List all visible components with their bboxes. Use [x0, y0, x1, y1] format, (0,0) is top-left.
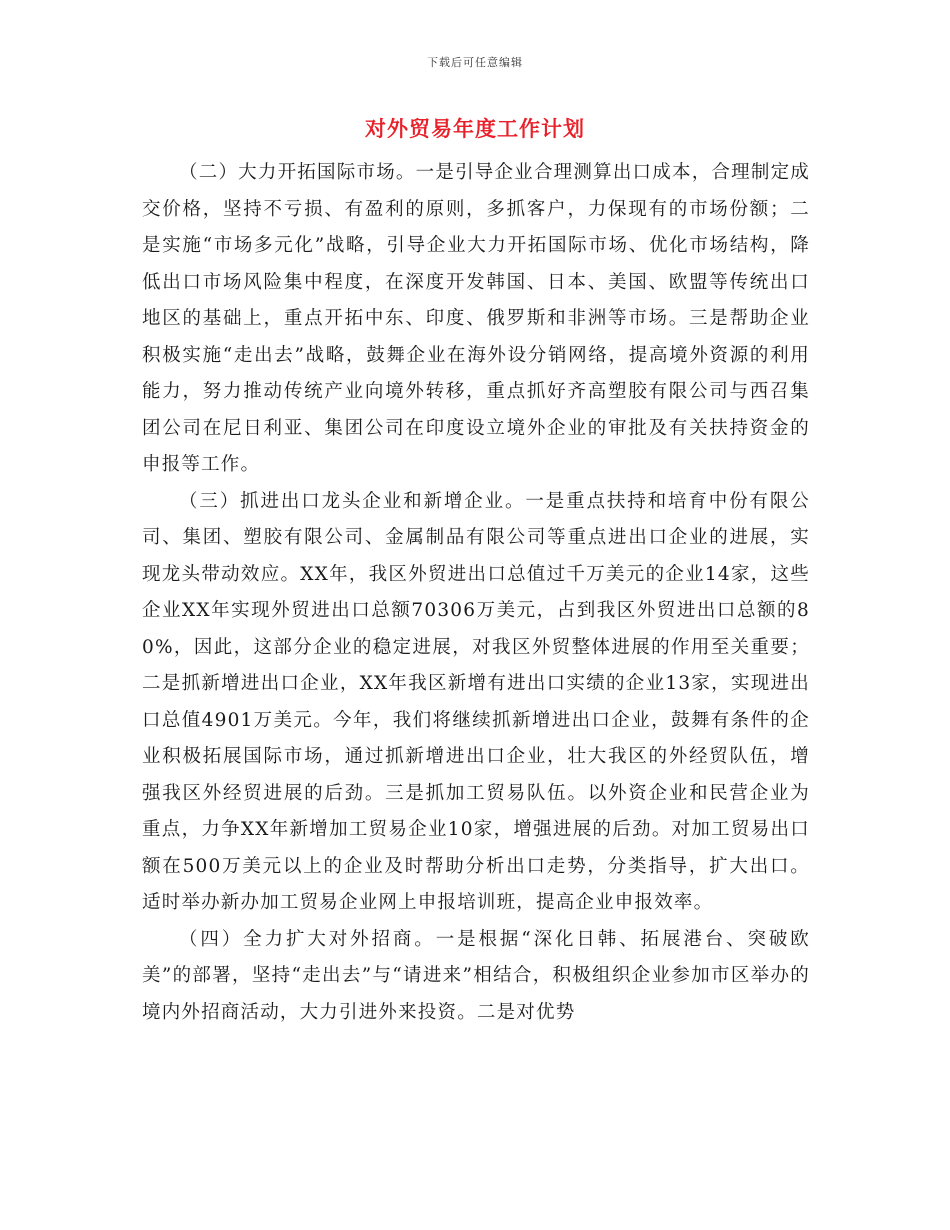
paragraph-leading-enterprises: （三）抓进出口龙头企业和新增企业。一是重点扶持和培育中份有限公司、集团、塑胶有限公司、金属制品有限公司等重点进出口企业的进展，实现龙头带动效应。XX年，我区外贸进出口总值过千万美元的企业14家，这些企业XX年实现外贸进出口总额70306万美元，占到我区外贸进出口总额的80%，因此，这部分企业的稳定进展，对我区外贸整体进展的作用至关重要；二是抓新增进出口企业，XX年我区新增有进出口实绩的企业13家，实现进出口总值4901万美元。今年，我们将继续抓新增进出口企业，鼓舞有条件的企业积极拓展国际市场，通过抓新增进出口企业，壮大我区的外经贸队伍，增强我区外经贸进展的后劲。三是抓加工贸易队伍。以外资企业和民营企业为重点，力争XX年新增加工贸易企业10家，增强进展的后劲。对加工贸易出口额在500万美元以上的企业及时帮助分析出口走势，分类指导，扩大出口。适时举办新办加工贸易企业网上申报培训班，提高企业申报效率。 [142, 490, 810, 913]
header-note: 下载后可任意编辑 [427, 56, 523, 69]
paragraph-expand-market: （二）大力开拓国际市场。一是引导企业合理测算出口成本，合理制定成交价格，坚持不亏损、有盈利的原则，多抓客户，力保现有的市场份额；二是实施“市场多元化”战略，引导企业大力开拓国际市场、优化市场结构，降低出口市场风险集中程度，在深度开发韩国、日本、美国、欧盟等传统出口地区的基础上，重点开拓中东、印度、俄罗斯和非洲等市场。三是帮助企业积极实施“走出去”战略，鼓舞企业在海外设分销网络，提高境外资源的利用能力，努力推动传统产业向境外转移，重点抓好齐高塑胶有限公司与西召集团公司在尼日利亚、集团公司在印度设立境外企业的审批及有关扶持资金的申报等工作。 [142, 162, 810, 475]
document-body [142, 155, 810, 1031]
paragraph-investment-promotion: （四）全力扩大对外招商。一是根据“深化日韩、拓展港台、突破欧美”的部署，坚持“走出去”与“请进来”相结合，积极组织企业参加市区举办的境内外招商活动，大力引进外来投资。二是对优势 [142, 928, 810, 1023]
document-title: 对外贸易年度工作计划 [365, 116, 585, 141]
